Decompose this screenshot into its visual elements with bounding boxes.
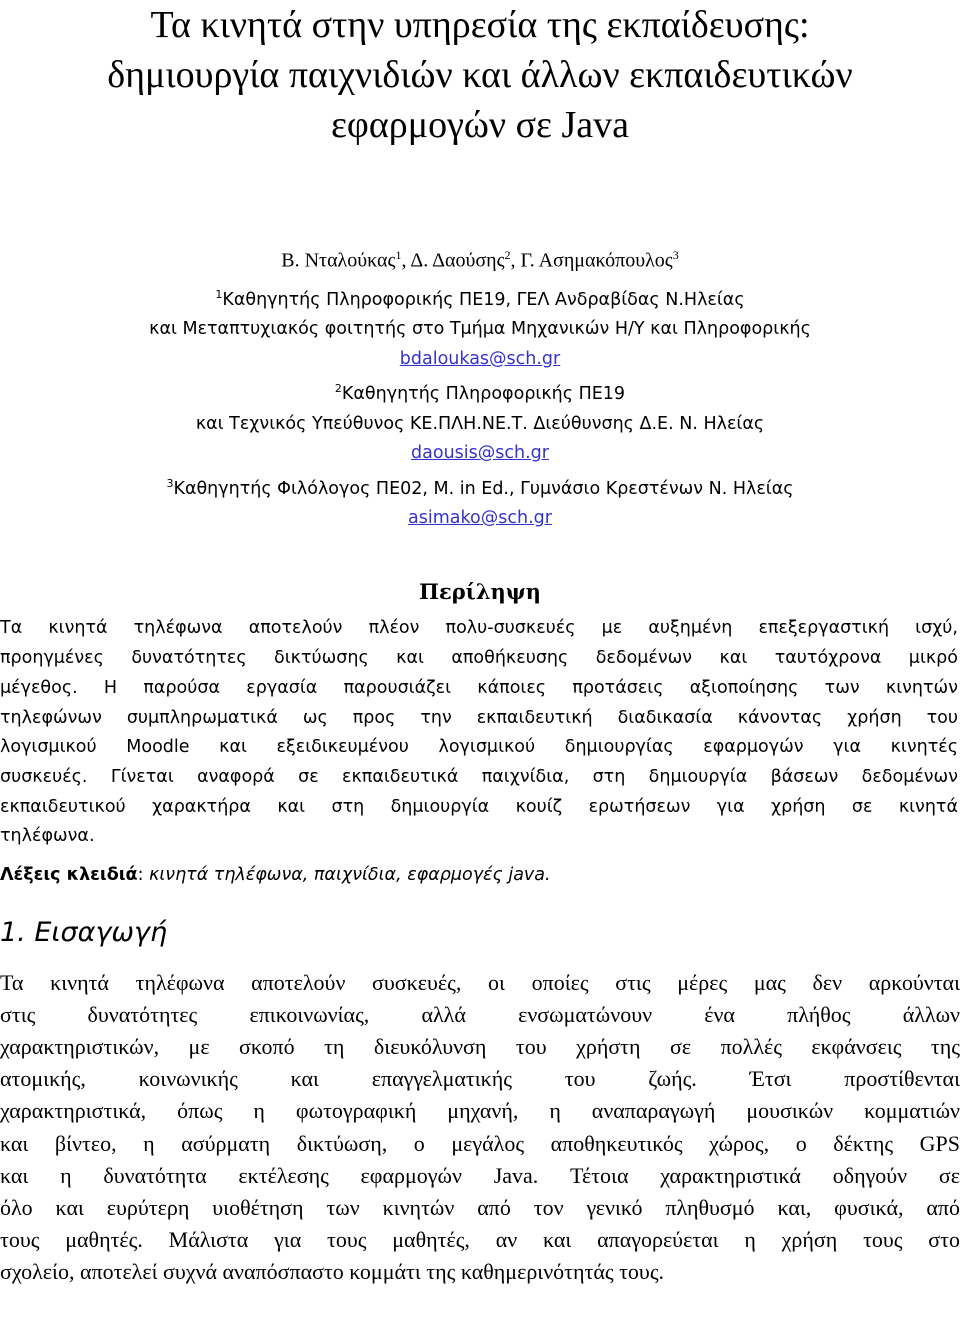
affiliation-line	[0, 280, 960, 315]
title-line: εφαρμογών σε Java	[330, 104, 630, 146]
affiliations	[0, 280, 960, 533]
abstract-line: προηγμένες δυνατότητες δικτύωσης και αποθήκευσης δεδομένων και ταυτόχρονα μικρό	[0, 648, 958, 669]
author-affiliation-mark: 2	[504, 248, 511, 262]
body-line: Τα κινητά τηλέφωνα αποτελούν συσκευές, οι οποίες στις μέρες μας δεν αρκούνται	[0, 970, 960, 996]
affiliation-line	[0, 439, 960, 469]
abstract-line: τηλέφωνα.	[0, 826, 95, 847]
affiliation-line	[0, 504, 960, 534]
body-line: και η δυνατότητα εκτέλεσης εφαρμογών Java. Τέτοια χαρακτηριστικά οδηγούν σε	[0, 1162, 960, 1188]
affiliation-line	[0, 469, 960, 504]
abstract-line: συσκευές. Γίνεται αναφορά σε εκπαιδευτικά παιχνίδια, στη δημιουργία βάσεων δεδομένων	[0, 767, 958, 787]
body-line: στις δυνατότητες επικοινωνίας, αλλά ενσωματώνουν ένα πλήθος άλλων	[0, 1002, 960, 1028]
author-name: Γ. Ασημακόπουλος	[520, 249, 673, 272]
author-affiliation-mark: 3	[672, 248, 679, 262]
email-link[interactable]: asimako@sch.gr	[408, 507, 552, 528]
affiliation-text: Καθηγητής Φιλόλογος ΠΕ02, Μ. in Ed., Γυμνάσιο Κρεστένων Ν. Ηλείας	[173, 478, 794, 499]
abstract-line: λογισμικού Moodle και εξειδικευμένου λογισμικού δημιουργίας εφαρμογών για κινητές	[0, 737, 958, 758]
affiliation-mark: 1	[215, 288, 223, 301]
affiliation-line	[0, 345, 960, 375]
abstract-line: μέγεθος. Η παρούσα εργασία παρουσιάζει κάποιες προτάσεις αξιοποίησης των κινητών	[0, 677, 958, 698]
section-heading: 1. Εισαγωγή	[0, 917, 168, 949]
paper-title	[0, 0, 960, 150]
email-link[interactable]: bdaloukas@sch.gr	[399, 348, 561, 369]
affiliation-line: και Τεχνικός Υπεύθυνος ΚΕ.ΠΛΗ.ΝΕ.Τ. Διεύθυνσης Δ.Ε. Ν. Ηλείας	[195, 413, 765, 434]
affiliation-mark: 3	[166, 476, 174, 490]
affiliation-line: και Μεταπτυχιακός φοιτητής στο Τμήμα Μηχανικών Η/Υ και Πληροφορικής	[149, 319, 811, 340]
body-line: και βίντεο, η ασύρματη δικτύωση, ο μεγάλος αποθηκευτικός χώρος, ο δέκτης GPS	[0, 1130, 960, 1156]
body-line: χαρακτηριστικά, όπως η φωτογραφική μηχανή, η αναπαραγωγή μουσικών κομματιών	[0, 1098, 960, 1124]
keywords-label: Λέξεις κλειδιά	[0, 865, 138, 886]
body-line: τους μαθητές. Μάλιστα για τους μαθητές, αν και απαγορεύεται η χρήση τους στο	[0, 1226, 960, 1252]
author-name: Δ. Δαούσης	[410, 249, 505, 272]
abstract-heading: Περίληψη	[419, 579, 541, 605]
affiliation-line	[0, 374, 960, 409]
author-affiliation-mark: 1	[395, 248, 402, 262]
abstract-line: τηλεφώνων συμπληρωματικά ως προς την εκπαιδευτική διαδικασία κάνοντας χρήση του	[0, 707, 958, 728]
affiliation-text: Καθηγητής Πληροφορικής ΠΕ19, ΓΕΛ Ανδραβίδας Ν.Ηλείας	[222, 289, 745, 310]
title-line: δημιουργία παιχνιδιών και άλλων εκπαιδευτικών	[107, 54, 853, 96]
body-line: όλο και ευρύτερη υιοθέτηση των κινητών από τον γενικό πληθυσμό και, φυσικά, από	[0, 1194, 960, 1220]
body-line: ατομικής, κοινωνικής και επαγγελματικής του ζωής. Έτσι προστίθενται	[0, 1066, 960, 1092]
author-separator: ,	[401, 249, 411, 272]
body-line: χαρακτηριστικών, με σκοπό τη διευκόλυνση του χρήστη σε πολλές εκφάνσεις της	[0, 1034, 960, 1060]
title-line: Τα κινητά στην υπηρεσία της εκπαίδευσης:	[150, 4, 810, 46]
abstract-line: Τα κινητά τηλέφωνα αποτελούν πλέον πολυ-συσκευές με αυξημένη επεξεργαστική ισχύ,	[0, 618, 958, 639]
author-list	[0, 248, 960, 276]
email-link[interactable]: daousis@sch.gr	[411, 443, 549, 464]
affiliation-text: Καθηγητής Πληροφορικής ΠΕ19	[341, 384, 626, 405]
keywords-text: κινητά τηλέφωνα, παιχνίδια, εφαρμογές java.	[149, 865, 551, 886]
affiliation-mark: 2	[334, 382, 342, 396]
section-body	[0, 967, 960, 1288]
abstract-body	[0, 614, 960, 852]
body-line: σχολείο, αποτελεί συχνά αναπόσπαστο κομμάτι της καθημερινότητάς τους.	[0, 1258, 665, 1284]
author-separator: ,	[510, 249, 521, 272]
keywords-colon: :	[137, 865, 150, 886]
keywords	[0, 865, 960, 893]
author-name: Β. Νταλούκας	[281, 249, 396, 272]
abstract-line: εκπαιδευτικού χαρακτήρα και στη δημιουργία κουίζ ερωτήσεων για χρήση σε κινητά	[0, 796, 958, 817]
